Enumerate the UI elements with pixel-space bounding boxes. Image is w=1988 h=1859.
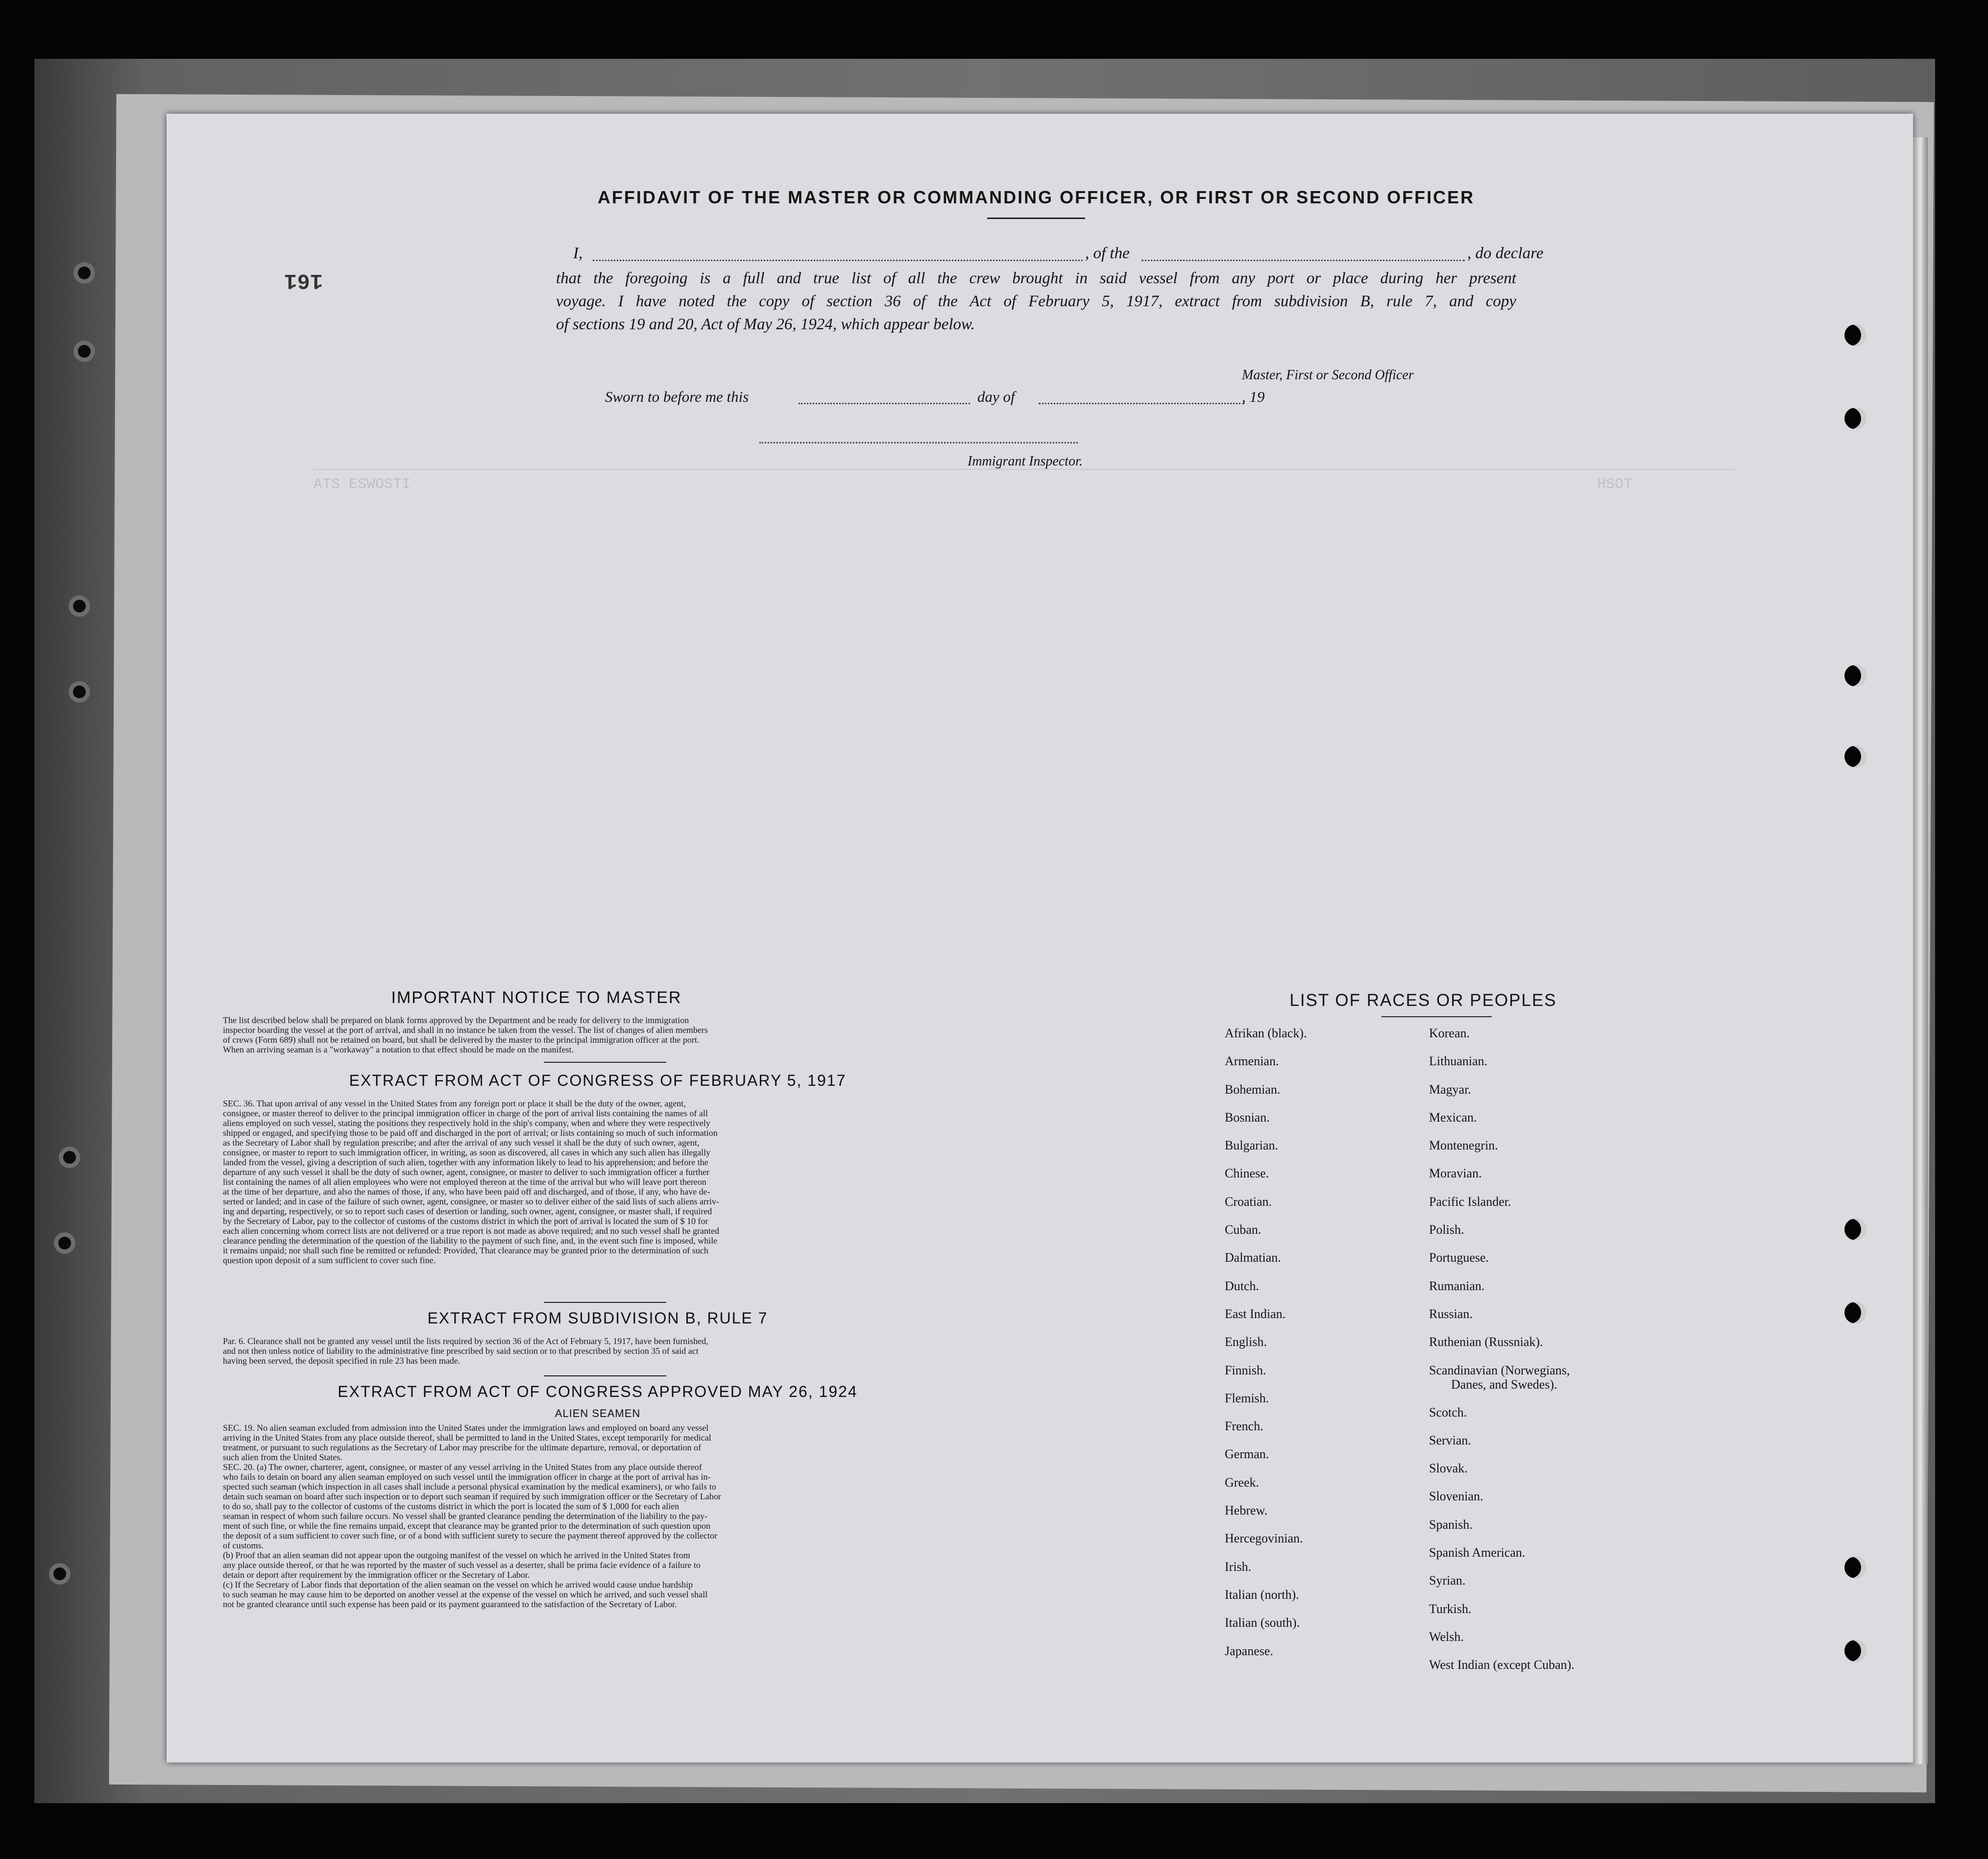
notice-line: When an arriving seaman is a "workaway" a notation to that effect should be made on the manifest. bbox=[223, 1045, 574, 1054]
race-item: Dutch. bbox=[1225, 1278, 1260, 1293]
race-item: Bosnian. bbox=[1225, 1110, 1270, 1125]
extract-line: having been served, the deposit specified in rule 23 has been made. bbox=[223, 1356, 461, 1366]
bleed-through-text: HSOT bbox=[1597, 476, 1633, 493]
sheet-hole bbox=[1844, 665, 1866, 686]
vessel-blank bbox=[1141, 260, 1465, 261]
race-item: German. bbox=[1225, 1447, 1269, 1462]
month-blank bbox=[1039, 403, 1244, 404]
race-item: West Indian (except Cuban). bbox=[1429, 1658, 1575, 1672]
manifest-sheet bbox=[167, 114, 1913, 1762]
race-item: Bohemian. bbox=[1225, 1082, 1281, 1097]
sheet-hole bbox=[1844, 1640, 1866, 1662]
extract-line: seaman in respect of whom such failure occurs. No vessel shall be granted clearance pending the determination of the liability to the pay- bbox=[223, 1511, 708, 1521]
race-item: Spanish. bbox=[1429, 1517, 1473, 1532]
extract-line: spected such seaman (which inspection in all cases shall include a personal physical examination by the medical examiners), or who fails to bbox=[223, 1482, 716, 1492]
race-item: Ruthenian (Russniak). bbox=[1429, 1335, 1543, 1349]
race-item: Armenian. bbox=[1225, 1054, 1279, 1069]
extract-line: landed from the vessel, giving a description of such alien, together with any information likely to lead to his apprehension; and before the bbox=[223, 1157, 708, 1167]
race-item: French. bbox=[1225, 1419, 1263, 1434]
race-item: Syrian. bbox=[1429, 1573, 1466, 1588]
extract-line: at the time of her departure, and also the names of those, if any, who have been paid off and discharged, and of those, if any, who have de- bbox=[223, 1187, 710, 1197]
extract-line: of customs. bbox=[223, 1541, 264, 1550]
affidavit-line-3: voyage. I have noted the copy of section 36 of the Act of February 5, 1917, extract from subdivision B, rule 7, and copy bbox=[556, 293, 1516, 310]
race-item: Greek. bbox=[1225, 1475, 1260, 1490]
race-item: English. bbox=[1225, 1335, 1267, 1349]
race-item: Slovak. bbox=[1429, 1461, 1468, 1476]
extract-line: the deposit of a sum sufficient to cover such fine, or of a bond with sufficient surety to secure the payment thereof approved by the collector bbox=[223, 1531, 718, 1541]
sheet-hole bbox=[1844, 746, 1866, 767]
extract-line: departure of any such vessel it shall be the duty of such owner, agent, consignee, or master to deliver to such immigration officer a further bbox=[223, 1167, 710, 1177]
year-label: , 19 bbox=[1242, 388, 1265, 405]
extract-line: not be granted clearance until such expense has been paid or its payment guaranteed to the satisfaction of the Secretary of Labor. bbox=[223, 1599, 677, 1609]
extract-line: and not then unless notice of liability to the administrative fine prescribed by said section or to that prescribed by section 35 of said act bbox=[223, 1346, 699, 1356]
extract-line: detain such seaman on board after such inspection or to deport such seaman if required by such immigration officer or the Secretary of Labor bbox=[223, 1492, 721, 1501]
race-item: Mexican. bbox=[1429, 1110, 1477, 1125]
extract-line: SEC. 19. No alien seaman excluded from admission into the United States under the immigration laws and employed on board any vessel bbox=[223, 1423, 709, 1433]
sheet-hole bbox=[1844, 408, 1866, 429]
race-item: Moravian. bbox=[1429, 1166, 1482, 1181]
inspector-label: Immigrant Inspector. bbox=[968, 454, 1083, 469]
extract-line: consignee, or master to report to such immigration officer, in writing, as soon as discovered, all cases in which any such alien has illegally bbox=[223, 1148, 711, 1157]
section-rule bbox=[544, 1375, 666, 1376]
sworn-day-blank bbox=[799, 403, 970, 404]
race-item: Russian. bbox=[1429, 1306, 1473, 1321]
binder-hole bbox=[69, 681, 90, 703]
race-item: Dalmatian. bbox=[1225, 1250, 1281, 1265]
extract-line: to do so, shall pay to the collector of customs of the customs district in which the port is located the sum of $ 1,000 for each alien bbox=[223, 1501, 679, 1511]
extract-1917-title: EXTRACT FROM ACT OF CONGRESS OF FEBRUARY 5, 1917 bbox=[349, 1072, 847, 1089]
sworn-label: Sworn to before me this bbox=[605, 388, 749, 405]
race-item: Irish. bbox=[1225, 1559, 1252, 1574]
race-item: Magyar. bbox=[1429, 1082, 1471, 1097]
race-item: Japanese. bbox=[1225, 1643, 1273, 1658]
sheet-hole bbox=[1844, 1557, 1866, 1578]
title-rule bbox=[987, 218, 1085, 219]
extract-line: clearance pending the determination of the question of the liability to the payment of such fine, and, in the event such fine is imposed, while bbox=[223, 1236, 718, 1246]
extract-1924-text bbox=[223, 1423, 968, 1609]
notice-text bbox=[223, 1015, 968, 1054]
affidavit-line-2: that the foregoing is a full and true list of all the crew brought in said vessel from any port or place during her present bbox=[556, 269, 1516, 287]
extract-line: serted or landed; and in case of the failure of such owner, agent, consignee, or master so to deliver either of the said lists of such aliens arriv- bbox=[223, 1197, 719, 1206]
races-title: LIST OF RACES OR PEOPLES bbox=[1289, 991, 1557, 1010]
race-item: Slovenian. bbox=[1429, 1489, 1483, 1504]
binder-hole bbox=[73, 341, 95, 362]
notice-line: The list described below shall be prepared on blank forms approved by the Department and be ready for delivery to the immigration bbox=[223, 1015, 689, 1025]
binder-hole bbox=[73, 262, 95, 284]
extract-line: detain or deport after requirement by the immigration officer or the Secretary of Labor. bbox=[223, 1570, 530, 1580]
bleed-through-text: ATS ESWOSTI bbox=[314, 476, 411, 493]
affidavit-line-4: of sections 19 and 20, Act of May 26, 1924, which appear below. bbox=[556, 316, 975, 333]
notice-line: inspector boarding the vessel at the port of arrival, and shall in no instance be taken from the vessel. The list of changes of alien members bbox=[223, 1025, 708, 1035]
sheet-hole bbox=[1844, 1219, 1866, 1240]
race-item: Cuban. bbox=[1225, 1223, 1261, 1237]
extract-line: by the Secretary of Labor, pay to the collector of customs of the customs district in which the port of arrival is located the sum of $ 10 for bbox=[223, 1216, 708, 1226]
extract-1924-title: EXTRACT FROM ACT OF CONGRESS APPROVED MAY 26, 1924 bbox=[338, 1383, 858, 1400]
extract-rule7-title: EXTRACT FROM SUBDIVISION B, RULE 7 bbox=[427, 1309, 768, 1327]
section-rule bbox=[544, 1062, 666, 1063]
extract-line: each alien concerning whom correct lists are not delivered or a true report is not made as above required; and no such vessel shall be granted bbox=[223, 1226, 720, 1236]
race-item: Bulgarian. bbox=[1225, 1138, 1279, 1153]
race-item: Korean. bbox=[1429, 1026, 1470, 1040]
extract-line: list containing the names of all alien employees who were not employed thereon at the time of the arrival but who will leave port thereon bbox=[223, 1177, 706, 1187]
notice-line: of crews (Form 689) shall not be retained on board, but shall be delivered by the master to the principal immigration officer at the port. bbox=[223, 1035, 700, 1045]
affidavit-of-the: , of the bbox=[1085, 245, 1130, 262]
race-item: Polish. bbox=[1429, 1223, 1464, 1237]
extract-line: such alien from the United States. bbox=[223, 1452, 342, 1462]
extract-line: treatment, or pursuant to such regulations as the Secretary of Labor may prescribe for the ultimate departure, removal, or deportation of bbox=[223, 1443, 702, 1452]
race-item: Welsh. bbox=[1429, 1629, 1464, 1644]
races-column-1 bbox=[1225, 1026, 1307, 1672]
race-item: Servian. bbox=[1429, 1433, 1471, 1447]
extract-line: (c) If the Secretary of Labor finds that deportation of the alien seaman on the vessel on which he arrived would cause undue hardship bbox=[223, 1580, 693, 1590]
master-label: Master, First or Second Officer bbox=[1242, 367, 1414, 383]
race-item: Hercegovinian. bbox=[1225, 1531, 1303, 1546]
extract-line: SEC. 36. That upon arrival of any vessel in the United States from any foreign port or place it shall be the duty of the owner, agent, bbox=[223, 1099, 686, 1108]
notice-title: IMPORTANT NOTICE TO MASTER bbox=[391, 988, 682, 1007]
extract-line: arriving in the United States from any place outside thereof, shall be permitted to land in the United States, except temporarily for medical bbox=[223, 1433, 711, 1443]
race-item: Pacific Islander. bbox=[1429, 1194, 1511, 1209]
races-column-2 bbox=[1429, 1026, 1575, 1686]
extract-1924-subtitle: ALIEN SEAMEN bbox=[555, 1407, 641, 1419]
race-item: Montenegrin. bbox=[1429, 1138, 1498, 1153]
extract-line: consignee, or master thereof to deliver to the principal immigration officer in charge of the port of arrival lists containing the names of all bbox=[223, 1108, 708, 1118]
race-item-line: Scandinavian (Norwegians, bbox=[1429, 1363, 1570, 1377]
affidavit-declare: , do declare bbox=[1467, 245, 1544, 262]
extract-line: question upon deposit of a sum sufficient to cover such fine. bbox=[223, 1255, 436, 1265]
extract-line: shipped or engaged, and specifying those to be paid off and discharged in the port of arrival; or lists containing so much of such information bbox=[223, 1128, 718, 1138]
binder-hole bbox=[54, 1232, 75, 1254]
race-item: Chinese. bbox=[1225, 1166, 1269, 1181]
race-item: Flemish. bbox=[1225, 1391, 1269, 1405]
race-item: Hebrew. bbox=[1225, 1503, 1268, 1518]
name-blank bbox=[593, 260, 1083, 261]
affidavit-i: I, bbox=[573, 245, 583, 262]
extract-line: aliens employed on such vessel, stating the positions they respectively hold in the ship's company, when and where they were respectively bbox=[223, 1118, 710, 1128]
extract-line: ing and departing, respectively, or so to report such cases of desertion or landing, such owner, agent, consignee, or master shall, if required bbox=[223, 1206, 712, 1216]
binder-hole bbox=[59, 1147, 80, 1168]
race-item: Portuguese. bbox=[1429, 1250, 1489, 1265]
affidavit-title: AFFIDAVIT OF THE MASTER OR COMMANDING OFFICER, OR FIRST OR SECOND OFFICER bbox=[597, 187, 1475, 207]
race-item: Afrikan (black). bbox=[1225, 1026, 1307, 1040]
day-of-label: day of bbox=[977, 388, 1015, 405]
race-item: Lithuanian. bbox=[1429, 1054, 1488, 1069]
extract-line: (b) Proof that an alien seaman did not appear upon the outgoing manifest of the vessel on which he arrived in the United States from bbox=[223, 1550, 690, 1560]
extract-line: as the Secretary of Labor shall by regulation prescribe; and after the arrival of any such vessel it shall be the duty of such owner, agent, bbox=[223, 1138, 700, 1148]
race-item-line: Danes, and Swedes). bbox=[1451, 1377, 1557, 1392]
signature-blank bbox=[759, 442, 1078, 443]
extract-rule7-text bbox=[223, 1336, 968, 1366]
sheet-hole bbox=[1844, 1302, 1866, 1323]
extract-line: it remains unpaid; nor shall such fine be remitted or refunded: Provided, That clearance may be granted prior to the determination of such bbox=[223, 1246, 708, 1255]
race-item: Rumanian. bbox=[1429, 1278, 1485, 1293]
page-edge bbox=[1913, 137, 1928, 1764]
race-item bbox=[1429, 1363, 1575, 1405]
binder-hole bbox=[69, 595, 90, 617]
section-rule bbox=[544, 1302, 666, 1303]
extract-line: any place outside thereof, or that he was reported by the master of such vessel as a deserter, shall be prima facie evidence of a failure to bbox=[223, 1560, 701, 1570]
race-item: Scotch. bbox=[1429, 1405, 1467, 1419]
sheet-hole bbox=[1844, 324, 1866, 346]
page-number: 161 bbox=[284, 268, 323, 293]
binder-hole bbox=[49, 1563, 71, 1585]
extract-line: ment of such fine, or while the fine remains unpaid, except that clearance may be granted prior to the determination of such question upon bbox=[223, 1521, 711, 1531]
race-item: Croatian. bbox=[1225, 1194, 1272, 1209]
race-item: Turkish. bbox=[1429, 1601, 1472, 1616]
extract-line: SEC. 20. (a) The owner, charterer, agent, consignee, or master of any vessel arriving in the United States from any place outside thereof bbox=[223, 1462, 702, 1472]
race-item: Italian (north). bbox=[1225, 1587, 1299, 1602]
extract-1917-text bbox=[223, 1099, 968, 1265]
extract-line: Par. 6. Clearance shall not be granted any vessel until the lists required by section 36 of the Act of February 5, 1917, have been furnished, bbox=[223, 1336, 708, 1346]
race-item: Finnish. bbox=[1225, 1363, 1266, 1377]
race-item: Italian (south). bbox=[1225, 1615, 1300, 1630]
extract-line: to such seaman he may cause him to be deported on another vessel at the expense of the vessel on which he arrived, and such vessel shall bbox=[223, 1590, 708, 1599]
race-item: Spanish American. bbox=[1429, 1545, 1526, 1560]
extract-line: who fails to detain on board any alien seaman employed on such vessel until the immigration officer in charge at the port of arrival has in- bbox=[223, 1472, 711, 1482]
race-item: East Indian. bbox=[1225, 1306, 1286, 1321]
races-title-rule bbox=[1382, 1016, 1492, 1017]
